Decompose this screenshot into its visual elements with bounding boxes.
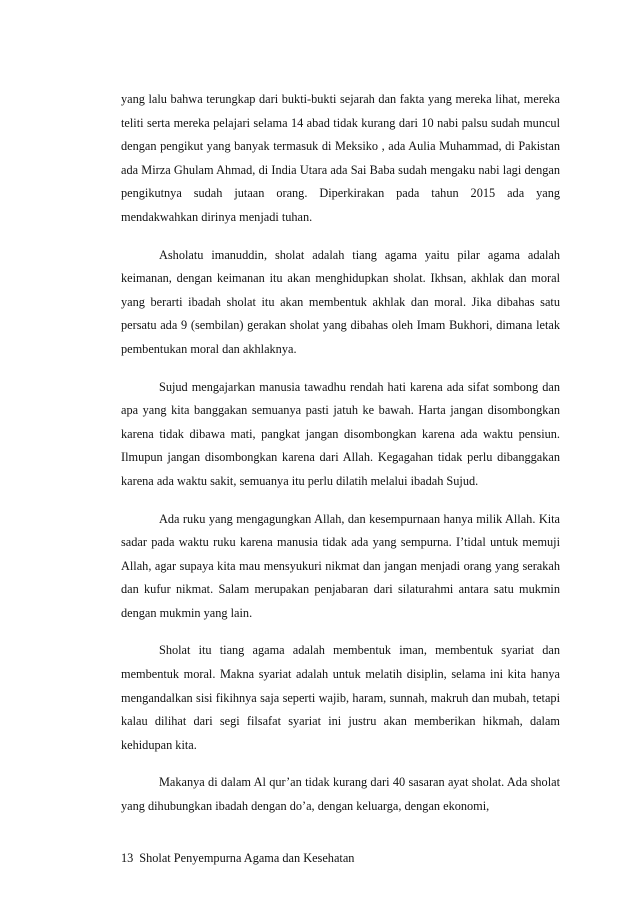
page-footer <box>121 850 354 866</box>
paragraph-tiang-agama: Sholat itu tiang agama adalah membentuk iman, membentuk syariat dan membentuk moral. Makna syariat adalah untuk melatih disiplin, selama ini kita hanya mengandalkan sisi fikihnya saja seperti wajib, haram, sunnah, makruh dan mubah, tetapi kalau dilihat dari segi filsafat syariat ini justru akan memberikan hikmah, dalam kehidupan kita. <box>121 643 560 752</box>
paragraph-sujud: Sujud mengajarkan manusia tawadhu rendah hati karena ada sifat sombong dan apa yang kita banggakan semuanya pasti jatuh ke bawah. Harta jangan disombongkan karena tidak dibawa mati, pangkat jangan disombongkan karena ada waktu pensiun. Ilmupun jangan disombongkan karena dari Allah. Kegagahan tidak perlu dibanggakan karena ada waktu sakit, semuanya itu perlu dilatih melalui ibadah Sujud. <box>121 379 560 488</box>
paragraph-continued: yang lalu bahwa terungkap dari bukti-bukti sejarah dan fakta yang mereka lihat, mereka teliti serta mereka pelajari selama 14 abad tidak kurang dari 10 nabi palsu sudah muncul dengan pengikut yang banyak termasuk di Meksiko , ada Aulia Muhammad, di Pakistan ada Mirza Ghulam Ahmad, di India Utara ada Sai Baba sudah mengaku nabi lagi dengan pengikutnya sudah jutaan orang. Diperkirakan pada tahun 2015 ada yang mendakwahkan dirinya menjadi tuhan. <box>121 92 560 224</box>
page-number: 13 <box>121 851 134 865</box>
page-body <box>121 88 560 819</box>
paragraph-asholatu-imanuddin: Asholatu imanuddin, sholat adalah tiang agama yaitu pilar agama adalah keimanan, dengan keimanan itu akan menghidupkan sholat. Ikhsan, akhlak dan moral yang berarti ibadah sholat itu akan membentuk akhlak dan moral. Jika dibahas satu persatu ada 9 (sembilan) gerakan sholat yang dibahas oleh Imam Bukhori, dimana letak pembentukan moral dan akhlaknya. <box>121 247 560 356</box>
paragraph-ruku: Ada ruku yang mengagungkan Allah, dan kesempurnaan hanya milik Allah. Kita sadar pada waktu ruku karena manusia tidak ada yang sempurna. I’tidal untuk memuji Allah, agar supaya kita mau mensyukuri nikmat dan jangan menjadi orang yang serakah dan kufur nikmat. Salam merupakan penjabaran dari silaturahmi antara satu mukmin dengan mukmin yang lain. <box>121 511 560 620</box>
book-title: Sholat Penyempurna Agama dan Kesehatan <box>139 851 355 865</box>
paragraph-al-quran: Makanya di dalam Al qur’an tidak kurang dari 40 sasaran ayat sholat. Ada sholat yang dihubungkan ibadah dengan do’a, dengan keluarga, dengan ekonomi, <box>121 775 560 814</box>
